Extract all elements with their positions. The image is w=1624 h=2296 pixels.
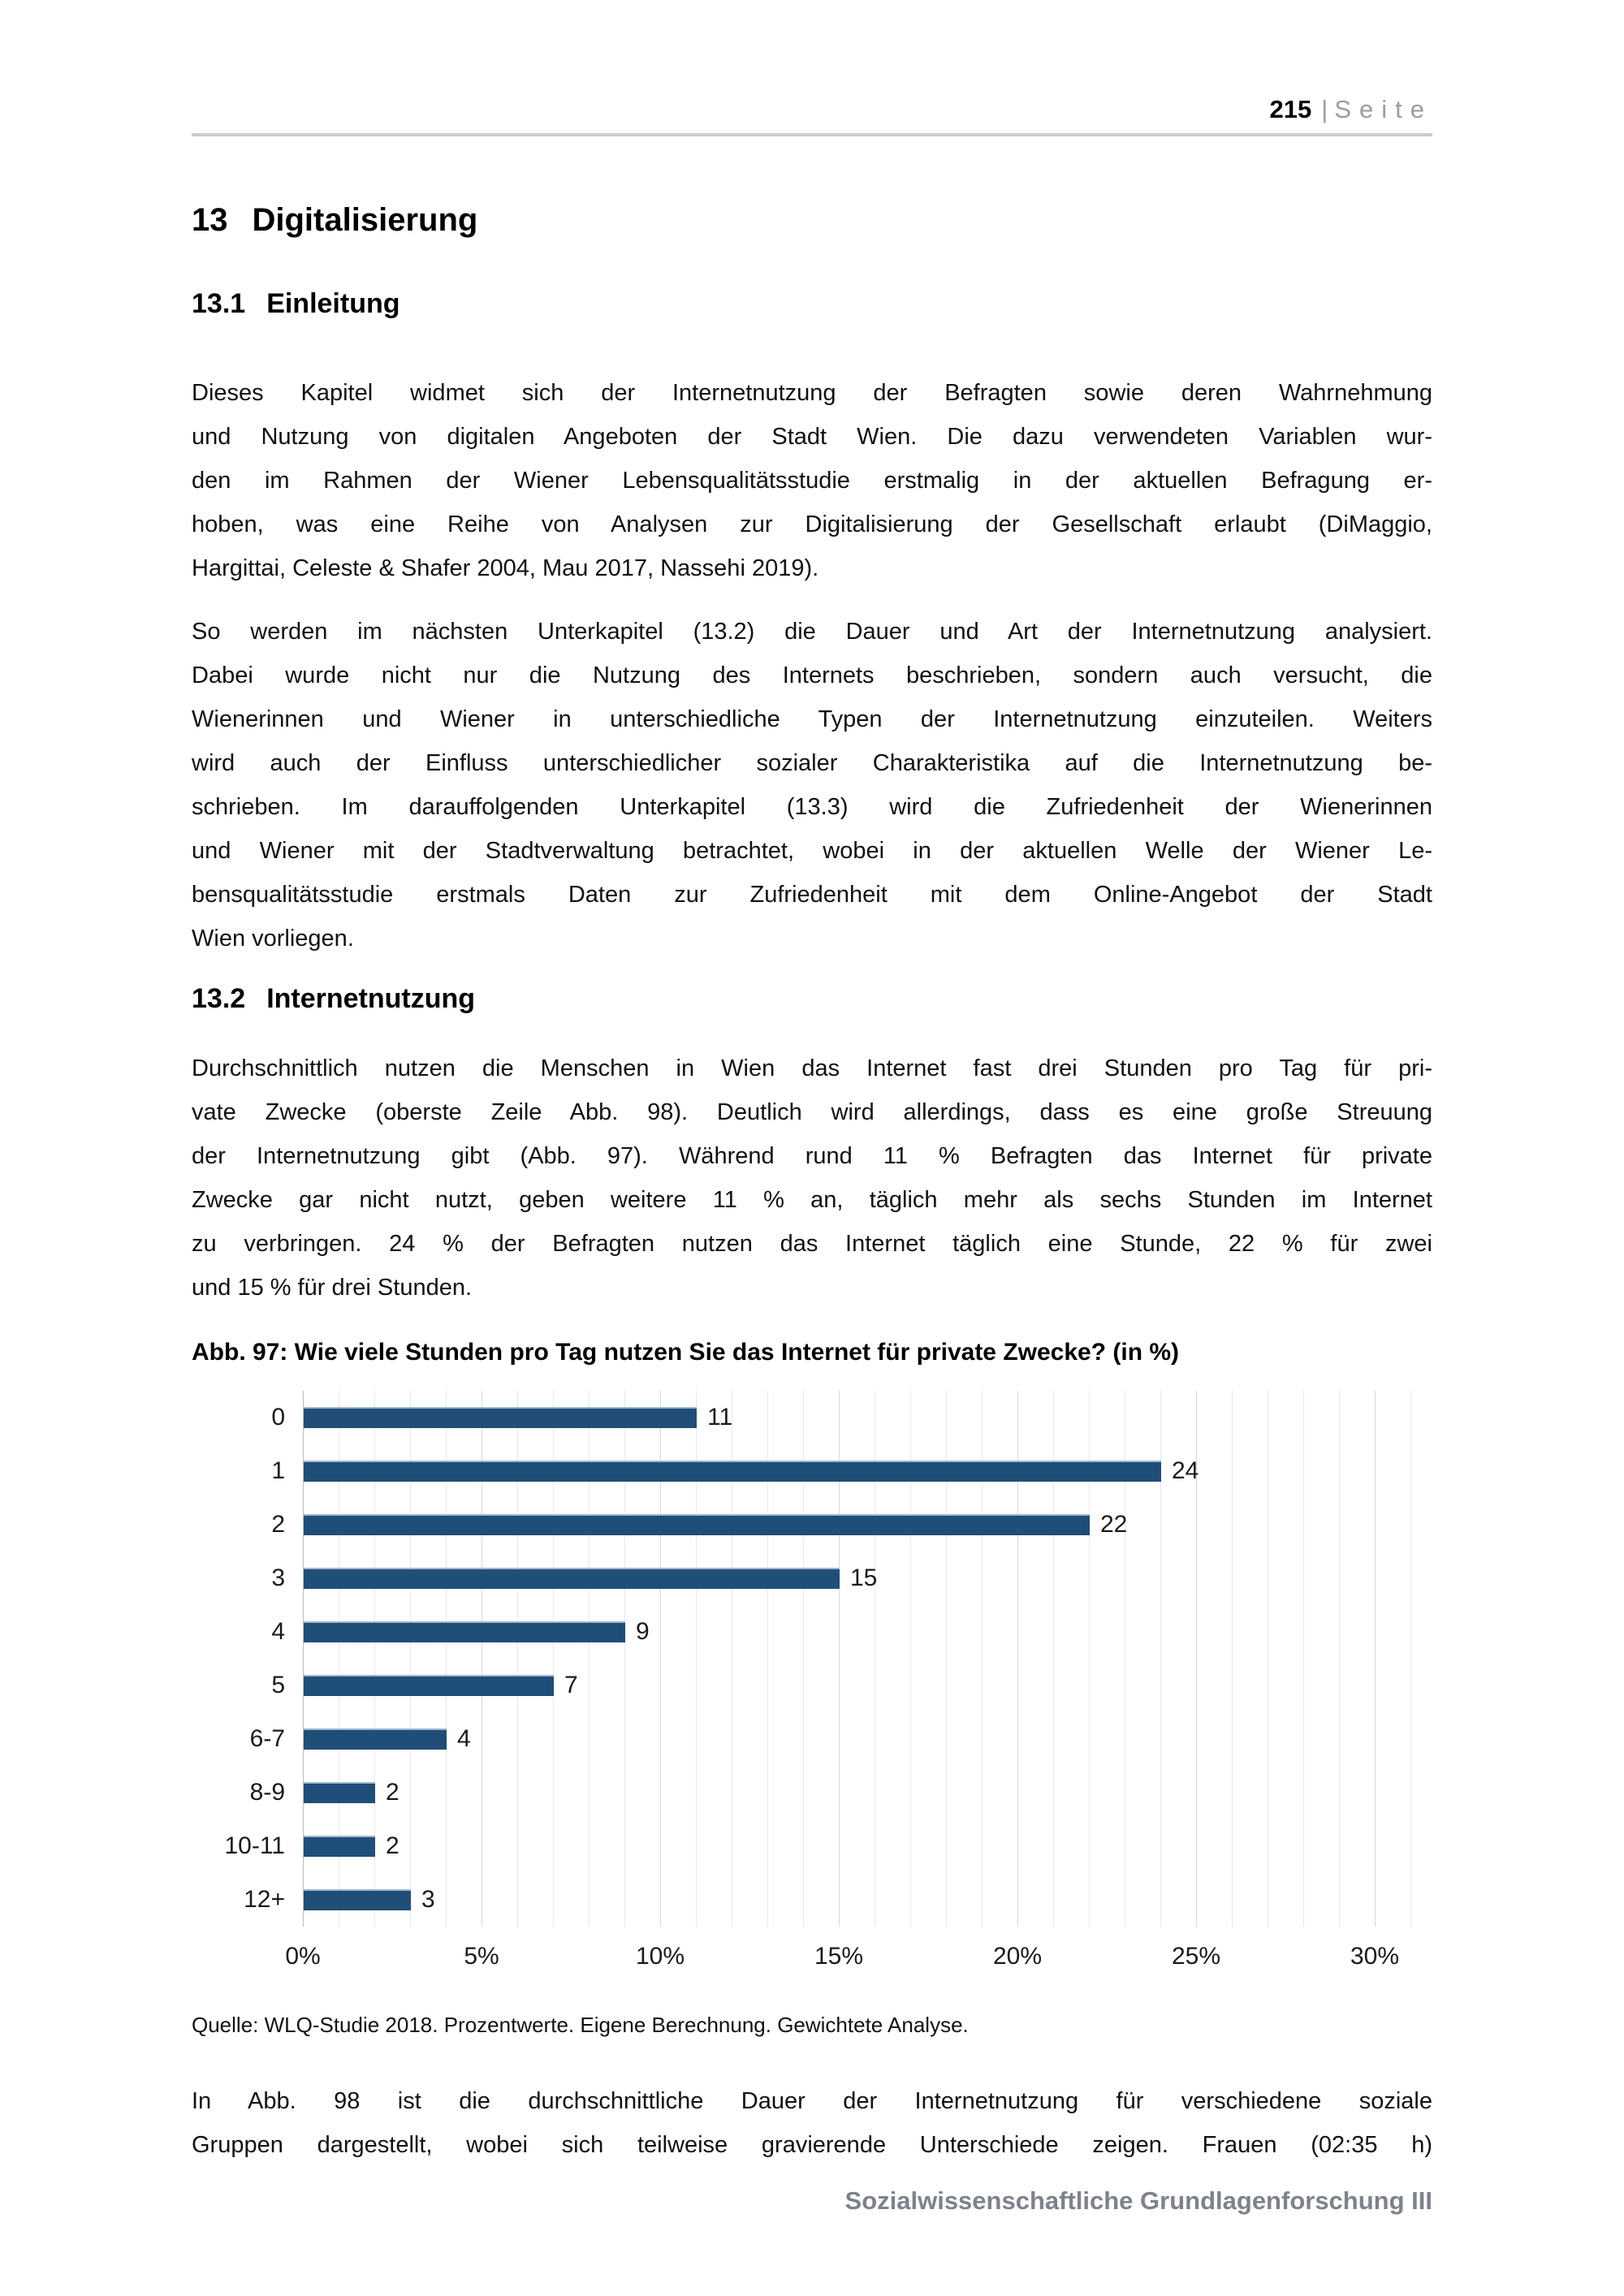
paragraph-internetnutzung — [192, 1047, 1432, 1310]
gridline — [1303, 1391, 1304, 1927]
x-tick-label: 20% — [992, 1943, 1043, 1970]
text-line: Wien vorliegen. — [192, 926, 354, 952]
x-tick-label: 5% — [464, 1943, 499, 1970]
bar-12+ — [304, 1889, 411, 1910]
text-line: wird auch der Einfluss unterschiedlicher sozialer Charakteristika auf die Internetnutzung be- — [192, 750, 1432, 776]
text-line: den im Rahmen der Wiener Lebensqualitätsstudie erstmalig in der aktuellen Befragung er- — [192, 468, 1432, 494]
category-label: 0 — [271, 1404, 285, 1431]
value-label: 3 — [421, 1886, 435, 1913]
category-label: 10-11 — [224, 1832, 285, 1859]
page-header — [192, 0, 1432, 123]
value-label: 24 — [1172, 1457, 1199, 1484]
value-label: 9 — [636, 1618, 650, 1645]
paragraph-einleitung-2 — [192, 610, 1432, 960]
section-number-131: 13.1 — [192, 288, 246, 319]
bar-1 — [304, 1461, 1161, 1482]
value-label: 15 — [850, 1564, 878, 1591]
text-line: schrieben. Im darauffolgenden Unterkapitel (13.3) wird die Zufriedenheit der Wienerinnen — [192, 794, 1432, 820]
value-label: 22 — [1100, 1511, 1128, 1538]
value-label: 7 — [564, 1672, 578, 1698]
text-line: Zwecke gar nicht nutzt, geben weitere 11 % an, täglich mehr als sechs Stunden im Internet — [192, 1187, 1432, 1213]
x-tick-label: 30% — [1350, 1943, 1400, 1970]
value-label: 2 — [386, 1832, 400, 1859]
figure-caption: Abb. 97: Wie viele Stunden pro Tag nutzen Sie das Internet für private Zwecke? (in %) — [192, 1339, 1180, 1366]
category-label: 4 — [271, 1618, 285, 1645]
text-line: der Internetnutzung gibt (Abb. 97). Während rund 11 % Befragten das Internet für private — [192, 1143, 1432, 1169]
paragraph-einleitung-1 — [192, 371, 1432, 590]
figure-source: Quelle: WLQ-Studie 2018. Prozentwerte. Eigene Berechnung. Gewichtete Analyse. — [192, 2013, 969, 2037]
section-title-132: Internetnutzung — [266, 983, 476, 1014]
x-tick-label: 25% — [1171, 1943, 1221, 1970]
text-line: In Abb. 98 ist die durchschnittliche Dauer der Internetnutzung für verschiedene soziale — [192, 2088, 1432, 2114]
value-label: 11 — [707, 1404, 733, 1431]
text-line: Wienerinnen und Wiener in unterschiedliche Typen der Internetnutzung einzuteilen. Weiters — [192, 706, 1432, 732]
category-label: 6-7 — [249, 1725, 285, 1752]
bar-5 — [304, 1675, 554, 1696]
bar-chart — [192, 1391, 1432, 1974]
bar-6-7 — [304, 1728, 447, 1750]
category-label: 1 — [271, 1457, 285, 1484]
text-line: und 15 % für drei Stunden. — [192, 1275, 473, 1301]
category-label: 8-9 — [249, 1779, 285, 1806]
page-number: 215 — [1269, 95, 1312, 123]
chapter-heading — [192, 202, 1432, 238]
bar-10-11 — [304, 1836, 375, 1857]
gridline — [1410, 1391, 1411, 1927]
page-word: Seite — [1334, 95, 1432, 123]
text-line: bensqualitätsstudie erstmals Daten zur Zufriedenheit mit dem Online-Angebot der Stadt — [192, 882, 1432, 908]
page-header-separator: | — [1321, 95, 1328, 123]
category-label: 3 — [271, 1564, 285, 1591]
text-line: hoben, was eine Reihe von Analysen zur Digitalisierung der Gesellschaft erlaubt (DiMaggio, — [192, 511, 1432, 537]
chapter-title: Digitalisierung — [252, 202, 478, 238]
section-heading-131 — [192, 288, 1432, 319]
text-line: Dieses Kapitel widmet sich der Internetnutzung der Befragten sowie deren Wahrnehmung — [192, 380, 1432, 406]
text-line: Dabei wurde nicht nur die Nutzung des Internets beschrieben, sondern auch versucht, die — [192, 662, 1432, 688]
gridline — [1339, 1391, 1340, 1927]
category-label: 12+ — [244, 1886, 285, 1913]
header-rule — [192, 133, 1432, 136]
bar-3 — [304, 1568, 840, 1589]
text-line: zu verbringen. 24 % der Befragten nutzen das Internet täglich eine Stunde, 22 % für zwei — [192, 1231, 1432, 1257]
category-label: 5 — [271, 1672, 285, 1698]
text-line: und Nutzung von digitalen Angeboten der Stadt Wien. Die dazu verwendeten Variablen wur- — [192, 424, 1432, 450]
text-line: So werden im nächsten Unterkapitel (13.2) die Dauer und Art der Internetnutzung analysiert. — [192, 619, 1432, 645]
bar-8-9 — [304, 1782, 375, 1803]
text-line: vate Zwecke (oberste Zeile Abb. 98). Deutlich wird allerdings, dass es eine große Streuung — [192, 1099, 1432, 1125]
value-label: 2 — [386, 1779, 400, 1806]
section-title-131: Einleitung — [266, 288, 400, 319]
section-number-132: 13.2 — [192, 983, 246, 1014]
page-content — [192, 0, 1432, 2216]
gridline — [1232, 1391, 1233, 1927]
value-label: 4 — [457, 1725, 471, 1752]
text-line: Durchschnittlich nutzen die Menschen in Wien das Internet fast drei Stunden pro Tag für pri- — [192, 1055, 1432, 1081]
bar-4 — [304, 1621, 625, 1642]
report-footer: Sozialwissenschaftliche Grundlagenforschung III — [844, 2186, 1432, 2215]
gridline — [1375, 1391, 1376, 1927]
text-line: und Wiener mit der Stadtverwaltung betrachtet, wobei in der aktuellen Welle der Wiener Le- — [192, 838, 1432, 864]
category-label: 2 — [271, 1511, 285, 1538]
x-tick-label: 15% — [814, 1943, 864, 1970]
bar-2 — [304, 1514, 1090, 1535]
paragraph-abb98 — [192, 2079, 1432, 2167]
text-line: Gruppen dargestellt, wobei sich teilweise gravierende Unterschiede zeigen. Frauen (02:35 h) — [192, 2132, 1432, 2158]
text-line: Hargittai, Celeste & Shafer 2004, Mau 2017, Nassehi 2019). — [192, 555, 819, 581]
x-tick-label: 0% — [285, 1943, 321, 1970]
chapter-number: 13 — [192, 202, 228, 238]
chart-plot — [303, 1391, 1410, 1927]
x-tick-label: 10% — [635, 1943, 685, 1970]
bar-0 — [304, 1407, 697, 1428]
section-heading-132 — [192, 983, 1432, 1014]
